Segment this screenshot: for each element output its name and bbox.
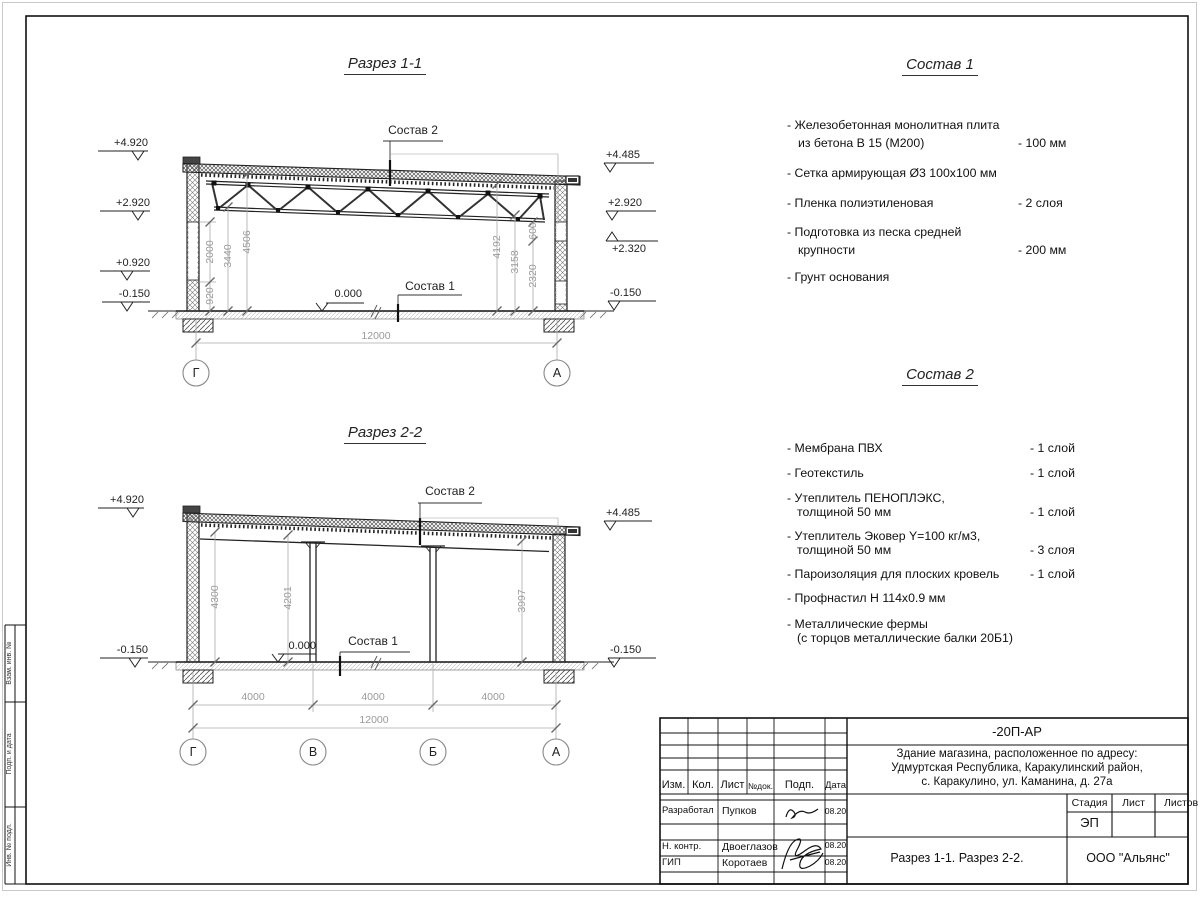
sostav1-item-4-line1: - Грунт основания <box>787 270 890 284</box>
elevation-s2-left-1: -0.150 <box>116 644 148 656</box>
zero-level-s2: 0.000 <box>288 640 316 652</box>
titleblock-row2-name: Коротаев <box>722 857 768 869</box>
sostav2-item-6-line2: (с торцов металлические балки 20Б1) <box>797 631 1013 645</box>
titleblock-col-podp: Подп. <box>784 779 815 791</box>
sostav2-item-4-value: - 1 слой <box>1030 567 1075 581</box>
leader-label-sostav1-s2: Состав 1 <box>348 634 398 648</box>
section1-title: Разрез 1-1 <box>325 55 445 75</box>
elevation-s1-right-3: -0.150 <box>610 287 642 299</box>
dim-s2-4000-3: 4000 <box>481 691 505 703</box>
titleblock-col-list: Лист <box>720 779 745 791</box>
titleblock-doc-code: -20П-АР <box>992 724 1042 739</box>
dim-s2-total: 12000 <box>359 714 389 726</box>
titleblock-project-line3: с. Каракулино, ул. Каманина, д. 27а <box>921 776 1113 788</box>
sidestamp-label-inv: Инв. № подл. <box>5 823 13 867</box>
sostav1-item-3-value: - 200 мм <box>1018 243 1067 257</box>
sostav1-item-2-value: - 2 слоя <box>1018 196 1063 210</box>
signature-razrabotal <box>786 809 818 818</box>
sostav1-item-3-line1: - Подготовка из песка средней <box>787 225 962 239</box>
dim-s1-total: 12000 <box>361 330 391 342</box>
dim-s2-4000-2: 4000 <box>361 691 385 703</box>
sostav2-item-2-line1: - Утеплитель ПЕНОПЛЭКС, <box>787 491 945 505</box>
dim-s1-2320: 2320 <box>526 264 539 288</box>
sostav2-heading: Состав 2 <box>892 366 988 386</box>
titleblock-company: ООО "Альянс" <box>1086 851 1170 865</box>
elevation-s1-left-0: +4.920 <box>114 137 148 149</box>
sostav1-item-0-line2: из бетона В 15 (М200) <box>798 136 925 150</box>
sostav2-item-3-value: - 3 слоя <box>1030 543 1075 557</box>
titleblock-row2-role: ГИП <box>662 857 681 868</box>
axis-s2-g: Г <box>189 745 197 759</box>
titleblock-col-ndok: №док. <box>748 781 773 791</box>
titleblock-row0-date: 08.20 <box>824 806 847 816</box>
sostav1-heading: Состав 1 <box>892 56 988 76</box>
axis-s2-v: В <box>308 745 318 759</box>
titleblock-row2-date: 08.20 <box>824 857 847 867</box>
dim-s1-600: 600 <box>526 222 539 240</box>
sostav1-item-1-line1: - Сетка армирующая Ø3 100х100 мм <box>787 166 997 180</box>
dim-s1-4506: 4506 <box>240 230 253 254</box>
dim-s2-4201: 4201 <box>281 586 294 610</box>
sostav2-item-4-line1: - Пароизоляция для плоских кровель <box>787 567 1000 581</box>
elevation-s2-right-0: +4.485 <box>606 507 640 519</box>
axis-s2-a: А <box>551 745 561 759</box>
titleblock-sheets-col: Листов <box>1163 797 1199 809</box>
titleblock-row0-role: Разработал <box>662 805 714 816</box>
sostav1-item-0-line1: - Железобетонная монолитная плита <box>787 118 1000 132</box>
sostav2-item-0-line1: - Мембрана ПВХ <box>787 441 883 455</box>
dim-s2-4000-1: 4000 <box>241 691 265 703</box>
sostav2-item-3-line1: - Утеплитель Эковер Y=100 кг/м3, <box>787 529 981 543</box>
sidestamp-label-podp: Подп. и дата <box>5 733 13 775</box>
titleblock-sheet-col: Лист <box>1122 797 1145 809</box>
titleblock-col-kol: Кол. <box>692 779 714 791</box>
dim-s1-3440: 3440 <box>221 244 234 268</box>
sostav2-item-2-value: - 1 слой <box>1030 505 1075 519</box>
axis-s2-b: Б <box>428 745 438 759</box>
elevation-s2-left-0: +4.920 <box>110 494 144 506</box>
dim-s1-920: 920 <box>203 287 216 305</box>
zero-level-s1: 0.000 <box>334 288 362 300</box>
titleblock-row1-name: Двоеглазов <box>722 841 778 853</box>
elevation-s1-right-0: +4.485 <box>606 149 640 161</box>
sostav2-item-2-line2: толщиной 50 мм <box>797 505 892 519</box>
sostav2-item-5-line1: - Профнастил Н 114х0.9 мм <box>787 591 946 605</box>
dim-s2-3997: 3997 <box>515 589 528 613</box>
elevation-s2-right-1: -0.150 <box>610 644 642 656</box>
titleblock-stage-col: Стадия <box>1071 797 1108 809</box>
axis-s1-g: Г <box>192 366 200 380</box>
signature-gip <box>782 839 823 869</box>
sostav2-item-0-value: - 1 слой <box>1030 441 1075 455</box>
leader-label-sostav2-s1: Состав 2 <box>388 123 438 137</box>
leader-label-sostav2-s2: Состав 2 <box>425 484 475 498</box>
leader-label-sostav1-s1: Состав 1 <box>405 279 455 293</box>
dim-s1-4192: 4192 <box>490 235 503 259</box>
elevation-s1-left-1: +2.920 <box>116 197 150 209</box>
section2-title: Разрез 2-2 <box>325 424 445 444</box>
elevation-s1-left-2: +0.920 <box>116 257 150 269</box>
titleblock-stage-value: ЭП <box>1080 815 1099 830</box>
titleblock-project-line2: Удмуртская Республика, Каракулинский район, <box>891 762 1143 774</box>
titleblock-row0-name: Пупков <box>722 805 757 817</box>
titleblock-row1-date: 08.20 <box>824 840 847 850</box>
sostav1-item-0-value: - 100 мм <box>1018 136 1067 150</box>
axis-s1-a: А <box>552 366 562 380</box>
titleblock-col-data: Дата <box>824 780 847 791</box>
dim-s1-3158: 3158 <box>508 250 521 274</box>
elevation-s1-right-2: +2.320 <box>612 243 646 255</box>
elevation-s1-right-1: +2.920 <box>608 197 642 209</box>
titleblock-project-line1: Здание магазина, расположенное по адресу: <box>896 748 1138 760</box>
sostav1-item-2-line1: - Пленка полиэтиленовая <box>787 196 934 210</box>
titleblock-col-izm: Изм. <box>661 779 686 791</box>
sidestamp-label-vzam: Взам. инв. № <box>5 641 13 685</box>
titleblock-row1-role: Н. контр. <box>662 841 702 852</box>
elevation-s1-left-3: -0.150 <box>118 288 150 300</box>
dim-s1-2000: 2000 <box>203 240 216 264</box>
sostav2-item-1-value: - 1 слой <box>1030 466 1075 480</box>
sostav2-item-6-line1: - Металлические фермы <box>787 617 928 631</box>
sostav2-item-3-line2: толщиной 50 мм <box>797 543 892 557</box>
dim-s2-4300: 4300 <box>208 585 221 609</box>
sostav2-item-1-line1: - Геотекстиль <box>787 466 864 480</box>
sostav1-item-3-line2: крупности <box>798 243 856 257</box>
titleblock-sheet-title: Разрез 1-1. Разрез 2-2. <box>890 851 1024 865</box>
